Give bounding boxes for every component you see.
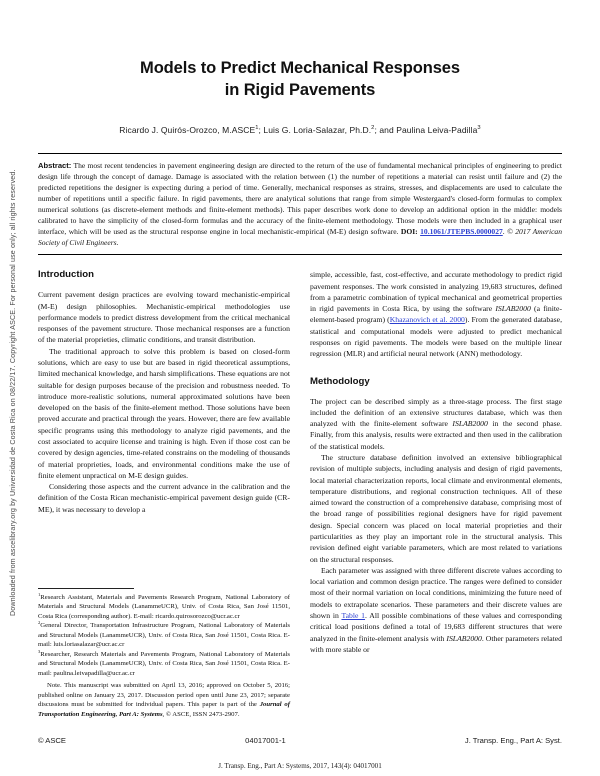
- author-separator-2: ; and: [374, 124, 397, 135]
- footnote-1-mark: 1: [38, 591, 41, 597]
- footnote-1-text: Research Assistant, Materials and Pavements Research Program, National Laboratory of Materials and Structural Models (LanammeUCR), Univ. of Costa Rica, San José 11501, Costa Rica (corresponding author). E-mail: ricardo.quirosorozco@ucr.ac.cr: [38, 593, 290, 620]
- methodology-paragraph-2: The structure database definition involved an extensive bibliographical revision of multiple subjects, including analysis and design of rigid pavements, local material characterization reports, local climate and environmental elements, temperature distributions, and regional construction techniques. All of these aimed toward the construction of a comprehensive database, comprising most of the broad range of possibilities regional designers have for rigid pavement design. Special concern was placed on local material proprieties and their particularities as they play an important role in the structural analysis. This revision defined eight variable parameters, which are most related to variations on the structural responses.: [310, 453, 562, 564]
- watermark-text: Downloaded from ascelibrary.org by Universidad de Costa Rica on 08/22/17. Copyright ASCE. For personal use only; all rights reserved.: [9, 169, 17, 616]
- doi-label: DOI:: [400, 227, 418, 237]
- author-list: [38, 125, 562, 135]
- rc-p4-c: . Other parameters related with more stable or: [310, 633, 562, 654]
- rc-p4-b: . All possible combinations of these values and corresponding critical load positions defined a total of 19,683 different structures that were analyzed in the finite-element analysis with: [310, 610, 563, 643]
- note-label: Note.: [47, 682, 62, 690]
- footer-publisher: © ASCE: [38, 736, 66, 745]
- watermark-sidebar: [0, 0, 28, 776]
- footnote-3: [38, 650, 290, 679]
- footnote-1: [38, 593, 290, 622]
- note-text-b: , © ASCE, ISSN 2473-2907.: [162, 710, 240, 718]
- rc-p2-a: The project can be described simply as a three-stage process. The first stage included the definition of an extensive structures database, which was then analyzed with the finite-element software: [310, 396, 562, 429]
- title-line-1: Models to Predict Mechanical Responses: [140, 59, 460, 77]
- methodology-heading: Methodology: [310, 375, 370, 387]
- intro-paragraph-4: [310, 269, 562, 359]
- abstract-copyright: © 2017 American Society of Civil Engineers.: [38, 227, 562, 248]
- author-2-name: Luis G. Loria-Salazar, Ph.D.: [263, 124, 372, 135]
- page-title: [38, 58, 562, 102]
- footnotes-block: [38, 588, 290, 720]
- rc-p1-c: ). From the generated database, statistical and computational models were adjusted to predict mechanical responses on rigid pavements. The models were based on the multiple linear regression (MLR) and artificial neural network (ANN) methodology.: [310, 315, 563, 359]
- author-1-affil-mark: 1: [255, 124, 259, 131]
- page-content: [38, 0, 562, 776]
- author-3-name: Paulina Leiva-Padilla: [396, 124, 478, 135]
- citation-khazanovich[interactable]: Khazanovich et al. 2000: [389, 315, 465, 325]
- right-column: [310, 269, 562, 719]
- publication-note: [38, 681, 290, 719]
- page-footer: [38, 736, 562, 745]
- author-1-name: Ricardo J. Quirós-Orozco, M.ASCE: [119, 124, 256, 135]
- software-name-islab2000-2: ISLAB2000: [452, 419, 488, 429]
- methodology-paragraph-1: [310, 396, 562, 452]
- abstract-label: Abstract:: [38, 160, 72, 170]
- author-3-affil-mark: 3: [477, 124, 481, 131]
- introduction-heading: Introduction: [38, 269, 94, 281]
- intro-paragraph-2: The traditional approach to solve this problem is based on closed-form solutions, which are easy to use but are based in rigid theoretical assumptions, limited mechanical knowledge, and harsh simplifications. These equations are not suitable for design purposes because of the precision and robustness needed. To introduce more-realistic solutions, numeral approximated solutions have been developed on the basis of the finite-element method. Those solutions have been proved accurate and practical through the years. However, there are few available specific programs using this methodology to analyze rigid pavements, and the cost associated to acquire license and training is high. Even if those cost can be covered by design agencies, time-related constrains on the modeling of thousands of material proprieties, loads, and environmental conditions make the use of finite element unpractical on M-E design guides.: [38, 346, 290, 480]
- note-text-a: This manuscript was submitted on April 13, 2016; approved on October 5, 2016; published online on January 23, 2017. Discussion period open until June 23, 2017; separate discussions must be submitted for individual papers. This paper is part of the: [38, 682, 290, 709]
- title-line-2: in Rigid Pavements: [224, 80, 376, 99]
- software-name-islab2000-3: ISLAB2000: [446, 633, 482, 643]
- author-separator-1: ;: [258, 124, 264, 135]
- table-1-reference-link[interactable]: Table 1: [341, 610, 366, 620]
- intro-paragraph-1: Current pavement design practices are evolving toward mechanistic-empirical (M-E) design philosophies. Mechanistic-empirical methodologies use performance models to predict distress development from the critical mechanical responses of the pavement structure. Those mechanical responses are a function of the material proprieties, climatic conditions, and transit distribution.: [38, 290, 290, 345]
- footer-journal-short: J. Transp. Eng., Part A: Syst.: [464, 736, 562, 745]
- abstract-body: The most recent tendencies in pavement engineering design are directed to the return of the use of fundamental mechanical principles of engineering to predict design life through the concept of damage. Damage is associated with the relation between (1) the number of repetitions a material can resist until failure and (2) the predicted repetitions the designer is expecting during a period of time. Generally, mechanical responses as strains, stresses, and displacements are used to calculate the number of repetitions until a specific failure. In rigid pavements, there are analytical solutions that range from simple Westergaard's closed-form formulas to complex numerical solutions (as discrete-element methods and finite-element methods). This paper describes work done to develop an additional option in the middle: models calibrated to have the simplicity of the closed-form formulas and the accuracy of the finite-element methodology. Those models were then included in a graphical user interface, which will be used as the structural response engine in local mechanistic-empirical (M-E) design software.: [38, 160, 562, 237]
- rc-p1-a: simple, accessible, fast, cost-effective, and accurate methodology to predict rigid pavement responses. The work consisted in analyzing 19,683 structures, defined from a parametric combination of typical mechanical and geometrical properties in rigid pavements in Costa Rica, by using the software: [310, 270, 562, 314]
- rc-p2-b: in the second phase. Finally, from this analysis, results were extracted and then used in the calibration of the statistical models.: [310, 419, 562, 451]
- footnote-2-text: General Director, Transportation Infrastructure Program, National Laboratory of Materials and Structural Models (LanammeUCR), Univ. of Costa Rica, San José 11501, Costa Rica. E-mail: luis.loriasalazar@ucr.ac.cr: [38, 622, 290, 649]
- abstract-text: Abstract: The most recent tendencies in pavement engineering design are directed to the return of the use of fundamental mechanical principles of engineering to predict design life through the concept of damage. Damage is associated with the relation between (1) the number of repetitions a material can resist until failure and (2) the predicted repetitions the designer is expecting during a period of time. Generally, mechanical responses as strains, stresses, and displacements are used to calculate the number of repetitions until a specific failure. In rigid pavements, there are analytical solutions that range from simple Westergaard's closed-form formulas to complex numerical solutions (as discrete-element methods and finite-element methods). This paper describes work done to develop an additional option in the middle: models calibrated to have the simplicity of the closed-form formulas and the accuracy of the finite-element methodology. Those models were then included in a graphical user interface, which will be used as the structural response engine in local mechanistic-empirical (M-E) design software. DOI: 10.1061/JTEPBS.0000027. © 2017 American Society of Civil Engineers.: [38, 160, 562, 248]
- note-journal-name: Journal of Transportation Engineering, Part A: Systems: [38, 701, 290, 718]
- intro-paragraph-3: Considering those aspects and the current advance in the calibration and the definition of the Costa Rican mechanistic-empirical pavement design guide (CR-ME), it was necessary to develop a: [38, 482, 290, 514]
- footnote-2-mark: 2: [38, 619, 41, 625]
- doi-link[interactable]: 10.1061/JTEPBS.0000027: [420, 227, 503, 237]
- abstract-block: [38, 153, 562, 256]
- body-columns: [38, 269, 562, 719]
- rc-p1-b: (a finite-element-based program) (: [310, 304, 563, 325]
- footnote-divider: [38, 588, 134, 589]
- footnote-3-mark: 3: [38, 648, 41, 654]
- software-name-islab2000: ISLAB2000: [495, 304, 531, 314]
- footnote-2: [38, 621, 290, 650]
- left-column: [38, 269, 290, 719]
- footnote-3-text: Researcher, Research Materials and Pavements Program, National Laboratory of Materials and Structural Models (LanammeUCR), Univ. of Costa Rica, San José 11501, Costa Rica. E-mail: paulina.leivapadilla@ucr.ac.cr: [38, 650, 290, 677]
- footer-article-number: 04017001-1: [245, 736, 286, 745]
- rc-p4-a: Each parameter was assigned with three different discrete values according to local variation and common design practice. The ranges were defined to consider most of their normal variation on local conditions, minimizing the future need of models to extrapolate scenarios. These parameters and their discrete values are shown in: [310, 565, 562, 620]
- methodology-paragraph-3: [310, 565, 562, 655]
- bottom-citation: J. Transp. Eng., Part A: Systems, 2017, 143(4): 04017001: [218, 762, 382, 770]
- author-2-affil-mark: 2: [371, 124, 375, 131]
